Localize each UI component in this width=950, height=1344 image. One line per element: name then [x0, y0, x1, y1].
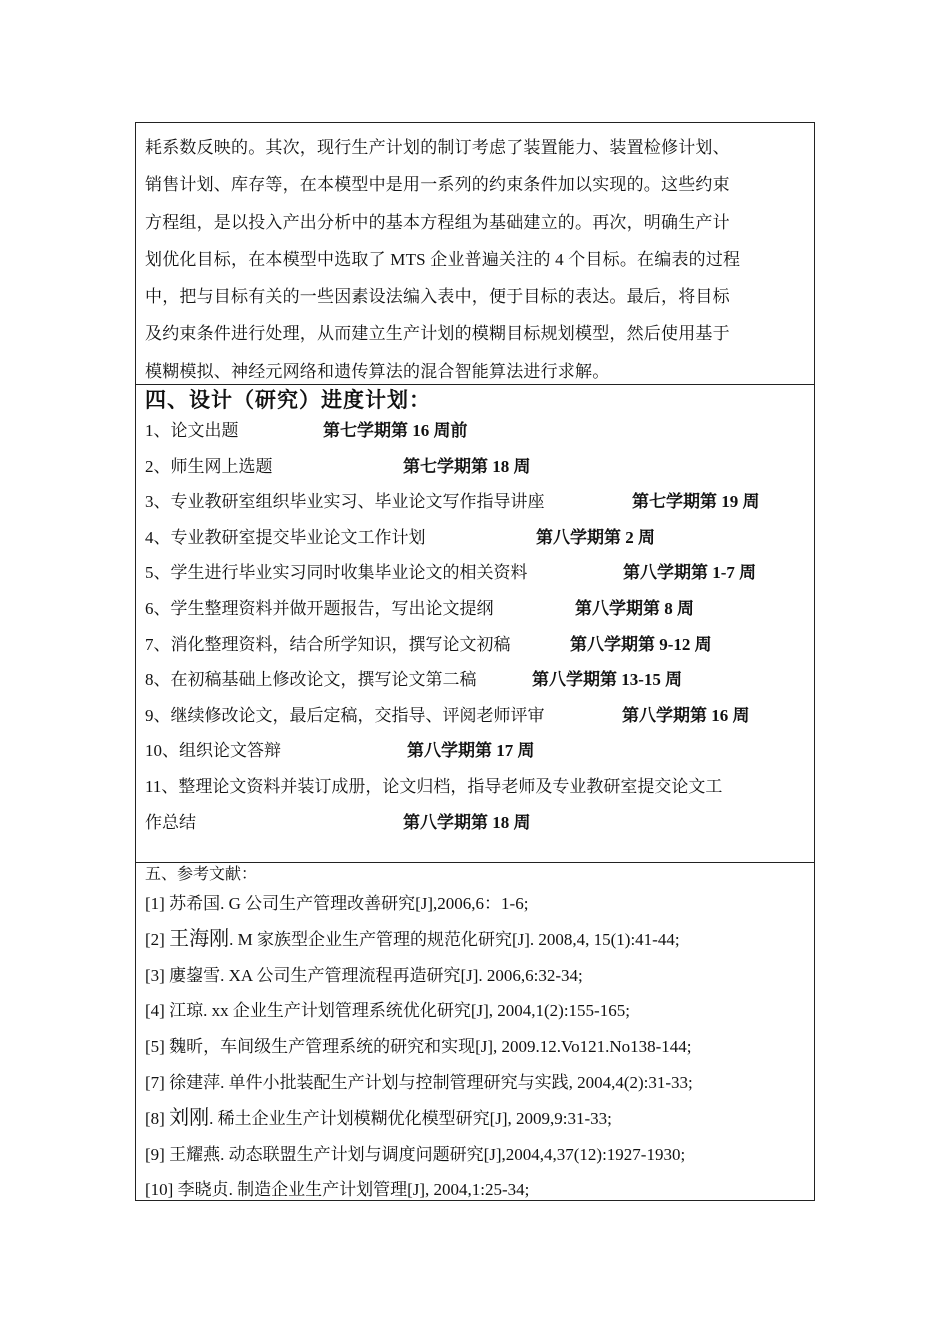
schedule-time: 第七学期第 19 周: [632, 492, 760, 512]
schedule-item: [145, 769, 806, 841]
schedule-task: 9、继续修改论文，最后定稿，交指导、评阅老师评审: [145, 705, 545, 725]
schedule-item: [145, 733, 806, 769]
reference-item: [145, 886, 806, 922]
schedule-cell: [136, 384, 814, 862]
reference-item: [145, 1029, 806, 1065]
reference-detail: . XA 公司生产管理流程再造研究[J]. 2006,6:32-34;: [220, 965, 583, 985]
reference-author: 刘刚: [169, 1106, 210, 1129]
schedule-item: [145, 413, 806, 449]
schedule-task: 1、论文出题: [145, 421, 239, 440]
reference-author: 廔鋆雪: [169, 965, 221, 985]
reference-item: [145, 922, 806, 958]
reference-detail: . xx 企业生产计划管理系统优化研究[J], 2004,1(2):155-165;: [203, 1001, 630, 1021]
schedule-item: [145, 698, 806, 734]
reference-item: [145, 958, 806, 994]
references-heading: 五、参考文献：: [145, 866, 258, 883]
references-list: [145, 886, 806, 1208]
schedule-time: 第八学期第 18 周: [403, 812, 531, 832]
abstract-line: 模糊模拟、神经元网络和遗传算法的混合智能算法进行求解。: [145, 361, 610, 381]
reference-number: [5]: [145, 1037, 170, 1057]
reference-number: [3]: [145, 965, 170, 985]
reference-number: [10]: [145, 1180, 178, 1200]
reference-author: 魏昕: [169, 1037, 204, 1057]
reference-item: [145, 993, 806, 1029]
schedule-task-tail: 作总结: [145, 812, 196, 832]
schedule-item: [145, 520, 806, 556]
document-table: [135, 122, 815, 1201]
reference-detail: . 动态联盟生产计划与调度问题研究[J],2004,4,37(12):1927-1930;: [220, 1144, 686, 1164]
reference-author: 徐建萍: [169, 1072, 221, 1092]
schedule-task: 7、消化整理资料，结合所学知识，撰写论文初稿: [145, 634, 511, 654]
schedule-time: 第八学期第 9-12 周: [570, 634, 712, 654]
schedule-task: 10、组织论文答辩: [145, 741, 281, 761]
schedule-item: [145, 555, 806, 591]
reference-detail: . 单件小批装配生产计划与控制管理研究与实践, 2004,4(2):31-33;: [220, 1072, 693, 1092]
schedule-item: [145, 662, 806, 698]
abstract-line: 及约束条件进行处理，从而建立生产计划的模糊目标规划模型，然后使用基于: [145, 324, 730, 344]
schedule-task: 4、专业教研室提交毕业论文工作计划: [145, 527, 426, 547]
reference-detail: ，车间级生产管理系统的研究和实现[J], 2009.12.Vo121.No138-144;: [203, 1037, 692, 1057]
schedule-time: 第七学期第 16 周前: [323, 421, 468, 440]
schedule-item: [145, 484, 806, 520]
reference-detail: . 制造企业生产计划管理[J], 2004,1:25-34;: [228, 1180, 530, 1200]
reference-detail: . G 公司生产管理改善研究[J],2006,6：1-6;: [220, 894, 529, 913]
reference-number: [8]: [145, 1108, 170, 1128]
schedule-time: 第八学期第 1-7 周: [623, 563, 757, 583]
schedule-time: 第八学期第 16 周: [622, 705, 750, 725]
abstract-line: 销售计划、库存等，在本模型中是用一系列的约束条件加以实现的。这些约束: [145, 175, 730, 195]
reference-item: [145, 1101, 806, 1137]
reference-detail: . 稀土企业生产计划模糊优化模型研究[J], 2009,9:31-33;: [209, 1108, 612, 1128]
reference-item: [145, 1172, 806, 1208]
schedule-task: 8、在初稿基础上修改论文，撰写论文第二稿: [145, 670, 477, 690]
references-cell: [136, 862, 814, 1200]
schedule-heading: 四、设计（研究）进度计划：: [145, 388, 431, 412]
reference-number: [7]: [145, 1072, 170, 1092]
abstract-line: 方程组，是以投入产出分析中的基本方程组为基础建立的。再次，明确生产计: [145, 212, 730, 232]
schedule-item: [145, 449, 806, 485]
reference-number: [1]: [145, 894, 170, 913]
schedule-task: 5、学生进行毕业实习同时收集毕业论文的相关资料: [145, 563, 528, 583]
reference-author: 江琼: [169, 1001, 204, 1021]
reference-author: 王耀燕: [169, 1144, 221, 1164]
abstract-line: 中，把与目标有关的一些因素设法编入表中，便于目标的表达。最后，将目标: [145, 287, 730, 307]
abstract-paragraph: [145, 129, 806, 390]
abstract-line: 划优化目标，在本模型中选取了 MTS 企业普遍关注的 4 个目标。在编表的过程: [145, 249, 741, 269]
schedule-task-continued: [145, 805, 806, 841]
schedule-time: 第八学期第 2 周: [536, 527, 655, 547]
reference-author: 李晓贞: [177, 1180, 229, 1200]
schedule-task: 3、专业教研室组织毕业实习、毕业论文写作指导讲座: [145, 492, 545, 512]
reference-number: [4]: [145, 1001, 170, 1021]
abstract-line: 耗系数反映的。其次，现行生产计划的制订考虑了装置能力、装置检修计划、: [145, 138, 730, 157]
schedule-task: 2、师生网上选题: [145, 456, 273, 476]
reference-number: [9]: [145, 1144, 170, 1164]
schedule-item: [145, 591, 806, 627]
schedule-time: 第八学期第 8 周: [575, 598, 694, 618]
schedule-item: [145, 627, 806, 663]
schedule-list: [145, 413, 806, 841]
reference-author: 苏希国: [169, 894, 221, 913]
schedule-task: 11、整理论文资料并装订成册，论文归档，指导老师及专业教研室提交论文工: [145, 776, 723, 796]
abstract-cell: [136, 123, 814, 384]
reference-number: [2]: [145, 929, 170, 949]
schedule-time: 第八学期第 13-15 周: [532, 670, 683, 690]
schedule-time: 第七学期第 18 周: [403, 456, 531, 476]
reference-detail: . M 家族型企业生产管理的规范化研究[J]. 2008,4, 15(1):41-44;: [229, 929, 680, 949]
schedule-task: 6、学生整理资料并做开题报告，写出论文提纲: [145, 598, 494, 618]
reference-item: [145, 1065, 806, 1101]
reference-item: [145, 1137, 806, 1173]
schedule-time: 第八学期第 17 周: [407, 741, 535, 761]
reference-author: 王海刚: [169, 927, 230, 950]
